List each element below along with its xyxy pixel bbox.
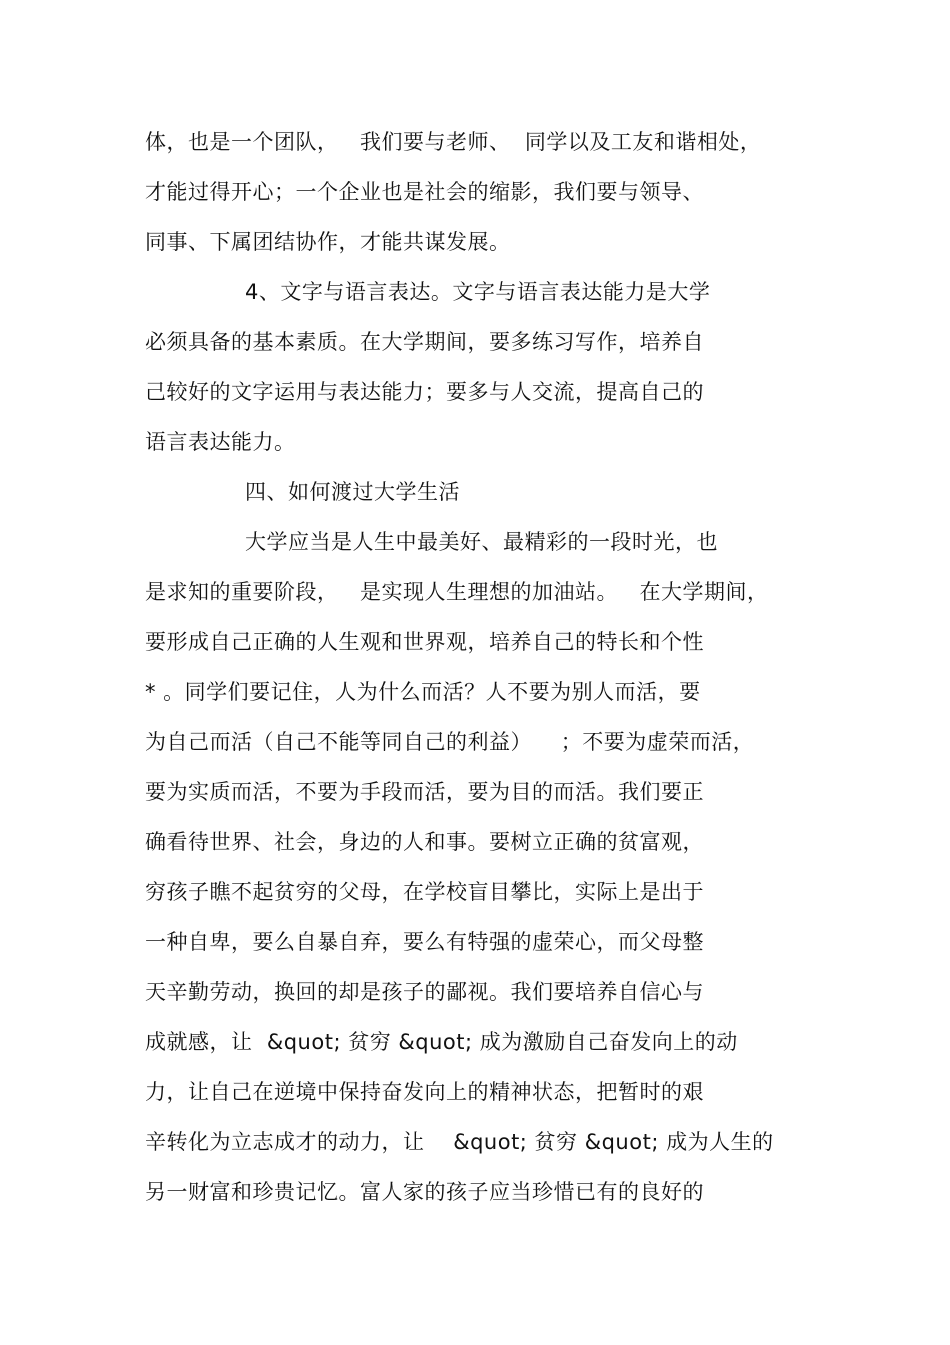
text-line: 才能过得开心；一个企业也是社会的缩影，我们要与领导、 [145,180,704,204]
text-line: * 。同学们要记住，人为什么而活？人不要为别人而活，要 [145,680,701,704]
text-line: 要形成自己正确的人生观和世界观，培养自己的特长和个性 [145,630,704,654]
paragraph-start-line: 大学应当是人生中最美好、最精彩的一段时光，也 [245,530,718,554]
text-line: 辛转化为立志成才的动力，让 &quot; 贫穷 &quot; 成为人生的 [145,1130,774,1154]
text-line: 体，也是一个团队， 我们要与老师、 同学以及工友和谐相处， [145,130,762,154]
text-line: 确看待世界、社会，身边的人和事。要树立正确的贫富观， [145,830,704,854]
text-line: 另一财富和珍贵记忆。富人家的孩子应当珍惜已有的良好的 [145,1180,704,1204]
text-line: 力，让自己在逆境中保持奋发向上的精神状态，把暂时的艰 [145,1080,704,1104]
text-line: 同事、下属团结协作，才能共谋发展。 [145,230,511,254]
text-line: 必须具备的基本素质。在大学期间，要多练习写作，培养自 [145,330,704,354]
text-line: 成就感，让 &quot; 贫穷 &quot; 成为激励自己奋发向上的动 [145,1030,738,1054]
text-line: 要为实质而活，不要为手段而活，要为目的而活。我们要正 [145,780,704,804]
text-line: 是求知的重要阶段， 是实现人生理想的加油站。 在大学期间， [145,580,769,604]
text-line: 穷孩子瞧不起贫穷的父母，在学校盲目攀比，实际上是出于 [145,880,704,904]
section-heading-line: 4、文字与语言表达。文字与语言表达能力是大学 [245,280,711,304]
text-line: 己较好的文字运用与表达能力；要多与人交流，提高自己的 [145,380,704,404]
text-line: 一种自卑，要么自暴自弃，要么有特强的虚荣心，而父母整 [145,930,704,954]
text-line: 天辛勤劳动，换回的却是孩子的鄙视。我们要培养自信心与 [145,980,704,1004]
section-heading: 四、如何渡过大学生活 [245,480,460,504]
text-line: 为自己而活（自己不能等同自己的利益） ；不要为虚荣而活， [145,730,755,754]
text-line: 语言表达能力。 [145,430,296,454]
